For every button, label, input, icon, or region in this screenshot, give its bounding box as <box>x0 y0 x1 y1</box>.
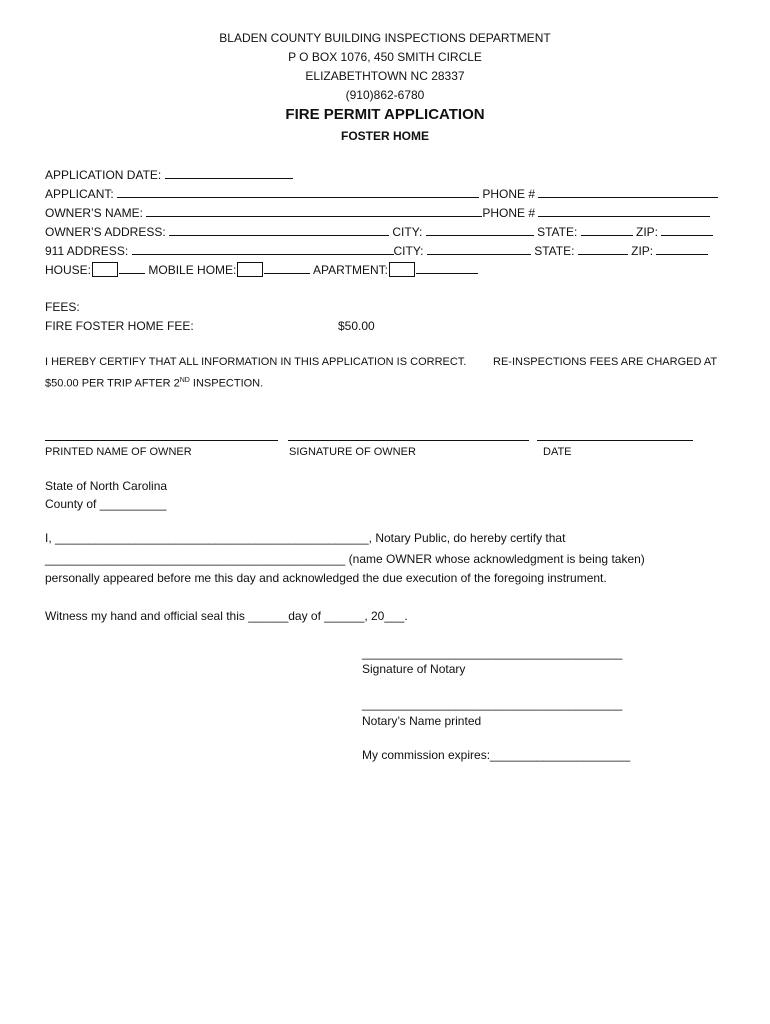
address-911-row <box>45 243 708 259</box>
department-phone: (910)862-6780 <box>345 88 425 102</box>
owners-name-label: OWNER’S NAME: <box>45 206 144 220</box>
notary-county: County of __________ <box>45 497 167 511</box>
owners-zip-field[interactable] <box>661 224 713 236</box>
apartment-label: APARTMENT: <box>313 263 388 277</box>
applicant-label: APPLICANT: <box>45 187 114 201</box>
application-date-label: APPLICATION DATE: <box>45 168 162 182</box>
house-checkbox[interactable] <box>92 262 118 277</box>
reinspection-statement: RE-INSPECTIONS FEES ARE CHARGED AT <box>493 356 718 368</box>
reinspection-fee-line: $50.00 PER TRIP AFTER 2ND INSPECTION. <box>45 377 264 390</box>
certify-statement: I HEREBY CERTIFY THAT ALL INFORMATION IN THIS APPLICATION IS CORRECT. <box>45 356 467 368</box>
printed-name-line[interactable] <box>45 440 278 441</box>
notary-state: State of North Carolina <box>45 479 168 493</box>
owners-name-field[interactable] <box>146 205 482 217</box>
house-line <box>119 262 145 274</box>
notary-commission-expires: My commission expires:_____________________ <box>362 748 631 762</box>
mobile-home-checkbox[interactable] <box>237 262 263 277</box>
department-name: BLADEN COUNTY BUILDING INSPECTIONS DEPARTMENT <box>219 31 551 45</box>
signature-label: SIGNATURE OF OWNER <box>289 446 416 458</box>
page-title: FIRE PERMIT APPLICATION <box>285 106 485 123</box>
applicant-row <box>45 186 718 202</box>
notary-owner-line: _____________________________________________ (name OWNER whose acknowledgment is being taken) <box>45 552 645 566</box>
fees-label: FEES: <box>45 300 80 314</box>
address-line-2: ELIZABETHTOWN NC 28337 <box>305 69 465 83</box>
owners-name-row <box>45 205 710 221</box>
mobile-home-label: MOBILE HOME: <box>148 263 237 277</box>
apartment-line <box>416 262 478 274</box>
owners-zip-label: ZIP: <box>636 225 659 239</box>
fee-amount: $50.00 <box>338 319 375 333</box>
application-date-field[interactable] <box>165 167 293 179</box>
address-911-field[interactable] <box>132 243 394 255</box>
date-line[interactable] <box>537 440 693 441</box>
date-label: DATE <box>543 446 572 458</box>
fee-name: FIRE FOSTER HOME FEE: <box>45 319 194 333</box>
notary-name-label: Notary’s Name printed <box>362 714 482 728</box>
owners-address-row <box>45 224 713 240</box>
page-subtitle: FOSTER HOME <box>340 129 429 143</box>
address-911-city-label: CITY: <box>393 244 424 258</box>
address-911-city-field[interactable] <box>427 243 531 255</box>
notary-witness-line: Witness my hand and official seal this ______day of ______, 20___. <box>45 609 408 623</box>
address-911-zip-label: ZIP: <box>631 244 654 258</box>
applicant-phone-field[interactable] <box>538 186 718 198</box>
owners-address-label: OWNER’S ADDRESS: <box>45 225 166 239</box>
address-911-state-label: STATE: <box>534 244 575 258</box>
owner-phone-label: PHONE # <box>482 206 536 220</box>
ordinal-suffix: ND <box>179 377 190 384</box>
notary-signature-label: Signature of Notary <box>362 662 466 676</box>
owners-state-field[interactable] <box>581 224 633 236</box>
owners-city-label: CITY: <box>392 225 423 239</box>
house-label: HOUSE: <box>45 263 92 277</box>
address-911-label: 911 ADDRESS: <box>45 244 129 258</box>
address-911-state-field[interactable] <box>578 243 628 255</box>
owner-phone-field[interactable] <box>538 205 710 217</box>
signature-line[interactable] <box>288 440 529 441</box>
dwelling-type-row <box>45 262 478 278</box>
notary-signature-line: _______________________________________ <box>362 646 623 660</box>
notary-name-line: _______________________________________ <box>362 697 623 711</box>
owners-address-field[interactable] <box>169 224 389 236</box>
printed-name-label: PRINTED NAME OF OWNER <box>45 446 192 458</box>
mobile-home-line <box>264 262 310 274</box>
address-line-1: P O BOX 1076, 450 SMITH CIRCLE <box>288 50 482 64</box>
notary-appearance-line: personally appeared before me this day and acknowledged the due execution of the foregoing instrument. <box>45 571 607 585</box>
address-911-zip-field[interactable] <box>656 243 708 255</box>
application-date-row <box>45 167 293 183</box>
applicant-phone-label: PHONE # <box>482 187 536 201</box>
apartment-checkbox[interactable] <box>389 262 415 277</box>
owners-state-label: STATE: <box>537 225 578 239</box>
applicant-field[interactable] <box>117 186 479 198</box>
notary-certify-line: I, _______________________________________________, Notary Public, do hereby certify that <box>45 531 566 545</box>
owners-city-field[interactable] <box>426 224 534 236</box>
